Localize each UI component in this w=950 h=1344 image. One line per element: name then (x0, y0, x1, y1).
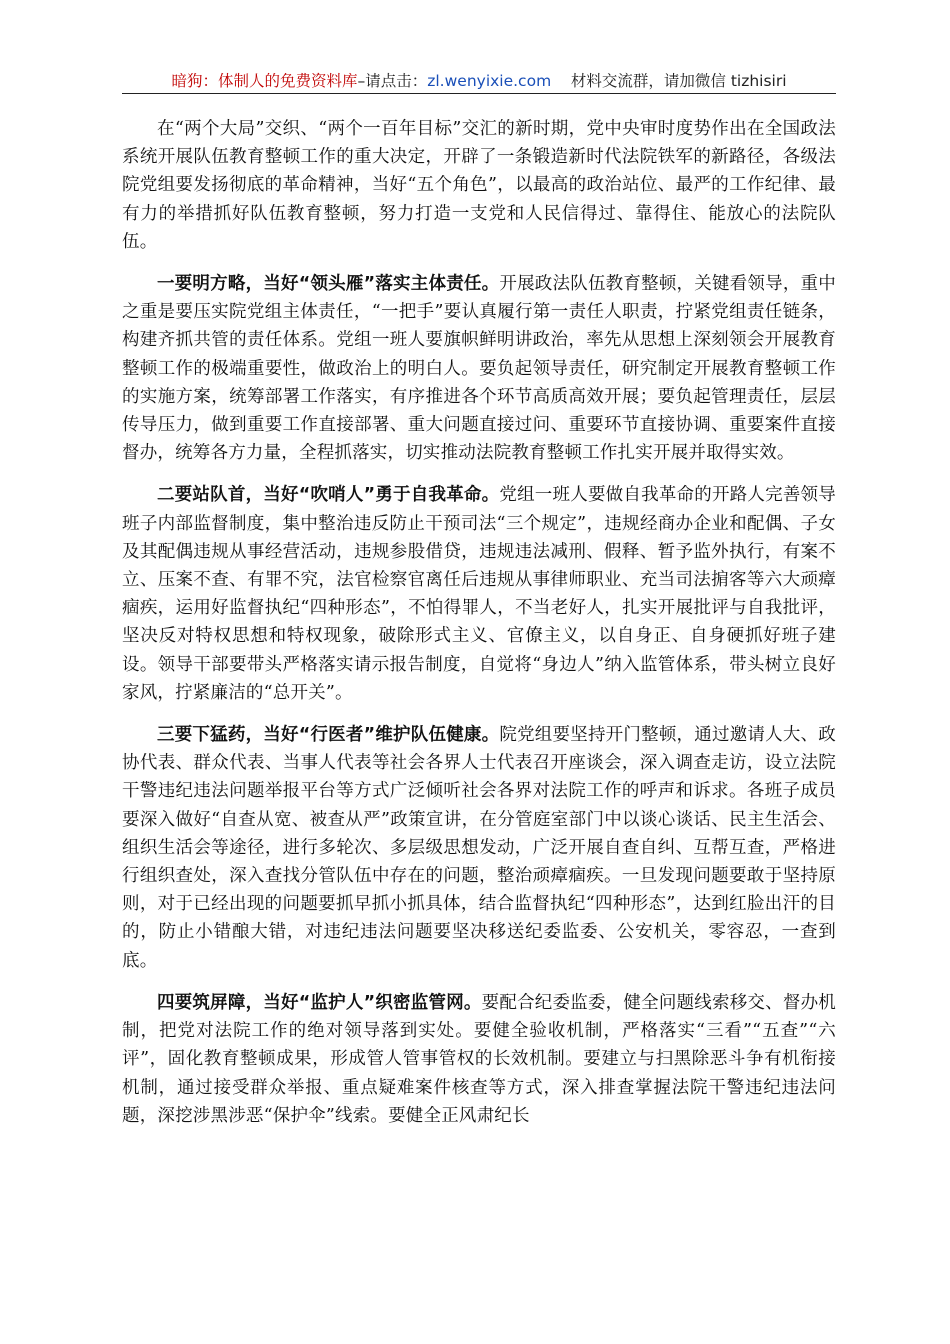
page-header (122, 70, 836, 92)
section-heading: 一要明方略，当好“领头雁”落实主体责任。 (157, 274, 500, 295)
paragraph-body: 党组一班人要做自我革命的开路人完善领导班子内部监督制度，集中整治违反防止干预司法“三个规定”，违规经商办企业和配偶、子女及其配偶违规从事经营活动，违规参股借贷，违规违法减刑、假释、暂予监外执行，有案不立、压案不查、有罪不究，法官检察官离任后违规从事律师职业、充当司法掮客等六大顽瘴痼疾，运用好监督执纪“四种形态”，不怕得罪人，不当老好人，扎实开展批评与自我批评，坚决反对特权思想和特权现象，破除形式主义、官僚主义，以自身正、自身硬抓好班子建设。领导干部要带头严格落实请示报告制度，自觉将“身边人”纳入监管体系，带头树立良好家风，拧紧廉洁的“总开关”。 (122, 485, 836, 703)
paragraph-section-1 (122, 270, 836, 467)
paragraph-body: 开展政法队伍教育整顿，关键看领导，重中之重是要压实院党组主体责任，“一把手”要认真履行第一责任人职责，拧紧党组责任链条，构建齐抓共管的责任体系。党组一班人要旗帜鲜明讲政治，率先从思想上深刻领会开展教育整顿工作的极端重要性，做政治上的明白人。要负起领导责任，研究制定开展教育整顿工作的实施方案，统筹部署工作落实，有序推进各个环节高质高效开展；要负起管理责任，层层传导压力，做到重要工作直接部署、重大问题直接过问、重要环节直接协调、重要案件直接督办，统筹各方力量，全程抓落实，切实推动法院教育整顿工作扎实开展并取得实效。 (122, 274, 836, 464)
header-contact: 材料交流群，请加微信 tizhisiri (570, 72, 787, 90)
header-brand: 暗狗：体制人的免费资料库 (171, 72, 358, 90)
header-divider (122, 93, 836, 94)
document-body (122, 115, 836, 1144)
paragraph-intro (122, 115, 836, 256)
paragraph-body: 在“两个大局”交织、“两个一百年目标”交汇的新时期，党中央审时度势作出在全国政法系统开展队伍教育整顿工作的重大决定，开辟了一条锻造新时代法院铁军的新路径，各级法院党组要发扬彻底的革命精神，当好“五个角色”，以最高的政治站位、最严的工作纪律、最有力的举措抓好队伍教育整顿，努力打造一支党和人民信得过、靠得住、能放心的法院队伍。 (122, 119, 836, 252)
header-link-prefix: –请点击： (357, 72, 428, 90)
paragraph-body: 院党组要坚持开门整顿，通过邀请人大、政协代表、群众代表、当事人代表等社会各界人士代表召开座谈会，深入调查走访，设立法院干警违纪违法问题举报平台等方式广泛倾听社会各界对法院工作的呼声和诉求。各班子成员要深入做好“自查从宽、被查从严”政策宣讲，在分管庭室部门中以谈心谈话、民主生活会、组织生活会等途径，进行多轮次、多层级思想发动，广泛开展自查自纠、互帮互查，严格进行组织查处，深入查找分管队伍中存在的问题，整治顽瘴痼疾。一旦发现问题要敢于坚持原则，对于已经出现的问题要抓早抓小抓具体，结合监督执纪“四种形态”，达到红脸出汗的目的，防止小错酿大错，对违纪违法问题要坚决移送纪委监委、公安机关，零容忍，一查到底。 (122, 725, 836, 971)
paragraph-section-4 (122, 989, 836, 1130)
header-url-link[interactable]: zl.wenyixie.com (427, 72, 552, 90)
paragraph-section-2 (122, 481, 836, 707)
section-heading: 四要筑屏障，当好“监护人”织密监管网。 (157, 992, 482, 1013)
section-heading: 二要站队首，当好“吹哨人”勇于自我革命。 (157, 485, 500, 506)
paragraph-section-3 (122, 721, 836, 975)
section-heading: 三要下猛药，当好“行医者”维护队伍健康。 (157, 725, 500, 746)
paragraph-body: 要配合纪委监委，健全问题线索移交、督办机制，把党对法院工作的绝对领导落到实处。要健全验收机制，严格落实“三看”“五查”“六评”，固化教育整顿成果，形成管人管事管权的长效机制。要建立与扫黑除恶斗争有机衔接机制，通过接受群众举报、重点疑难案件核查等方式，深入排查掌握法院干警违纪违法问题，深挖涉黑涉恶“保护伞”线索。要健全正风肃纪长 (122, 992, 836, 1126)
